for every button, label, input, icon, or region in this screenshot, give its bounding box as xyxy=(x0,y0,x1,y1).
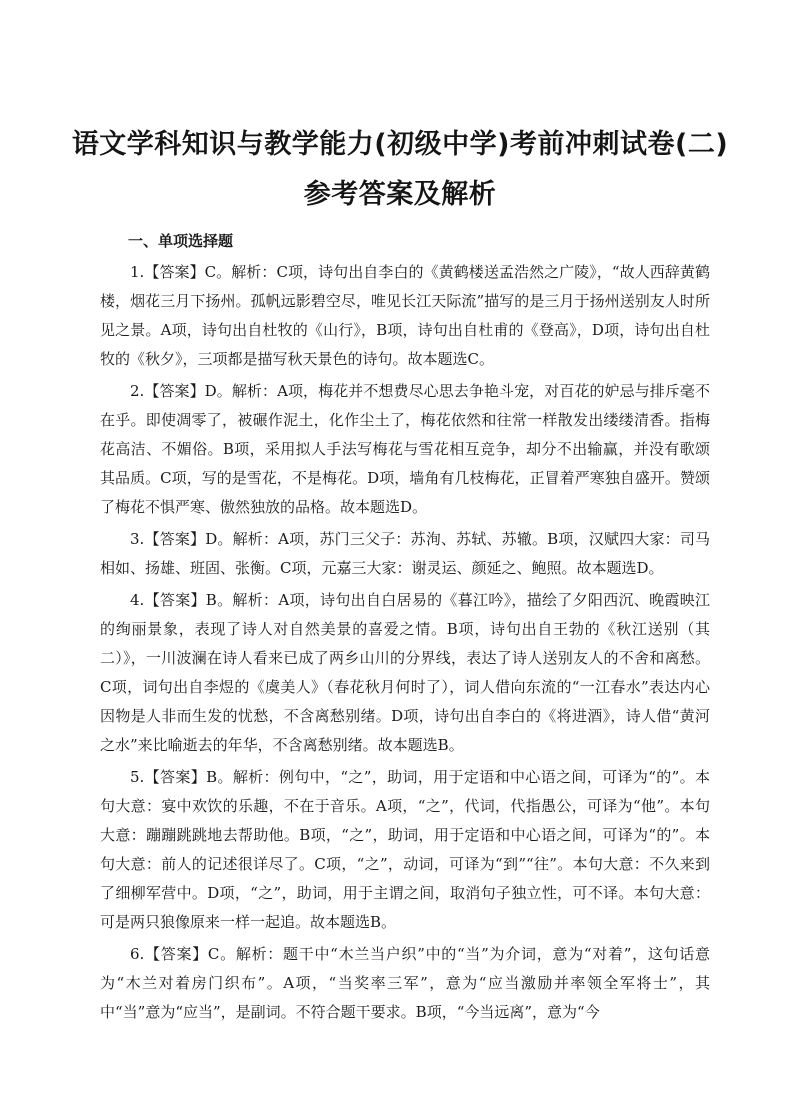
answer-paragraph-6: 6.【答案】C。解析：题干中“木兰当户织”中的“当”为介词，意为“对着”，这句话意为“木兰对着房门织布”。A项，“当奖率三军”，意为“应当激励并率领全军将士”，其中“当”意为“应当”，是副词。不符合题干要求。B项，“今当远离”，意为“今 xyxy=(100,945,710,1021)
document-subtitle: 参考答案及解析 xyxy=(303,179,497,210)
document-title: 语文学科知识与教学能力(初级中学)考前冲刺试卷(二) xyxy=(71,129,729,160)
section-heading: 一、单项选择题 xyxy=(128,232,234,250)
answer-paragraph-3: 3.【答案】D。解析：A项，苏门三父子：苏洵、苏轼、苏辙。B项，汉赋四大家：司马相如、扬雄、班固、张衡。C项，元嘉三大家：谢灵运、颜延之、鲍照。故本题选D。 xyxy=(100,530,710,577)
answer-list xyxy=(100,258,710,1030)
answer-paragraph-5: 5.【答案】B。解析：例句中，“之”，助词，用于定语和中心语之间，可译为“的”。本句大意：宴中欢饮的乐趣，不在于音乐。A项，“之”，代词，代指愚公，可译为“他”。本句大意：蹦蹦跳跳地去帮助他。B项，“之”，助词，用于定语和中心语之间，可译为“的”。本句大意：前人的记述很详尽了。C项，“之”，动词，可译为“到”“往”。本句大意：不久来到了细柳军营中。D项，“之”，助词，用于主谓之间，取消句子独立性，可不译。本句大意：可是两只狼像原来一样一起追。故本题选B。 xyxy=(100,768,710,931)
answer-paragraph-1: 1.【答案】C。解析：C项，诗句出自李白的《黄鹤楼送孟浩然之广陵》，“故人西辞黄鹤楼，烟花三月下扬州。孤帆远影碧空尽，唯见长江天际流”描写的是三月于扬州送别友人时所见之景。A项，诗句出自杜牧的《山行》，B项，诗句出自杜甫的《登高》，D项，诗句出自杜牧的《秋夕》，三项都是描写秋天景色的诗句。故本题选C。 xyxy=(100,263,710,368)
answer-paragraph-4: 4.【答案】B。解析：A项，诗句出自白居易的《暮江吟》，描绘了夕阳西沉、晚霞映江的绚丽景象，表现了诗人对自然美景的喜爱之情。B项，诗句出自王勃的《秋江送别（其二）》，一川波澜在诗人看来已成了两乡山川的分界线，表达了诗人送别友人的不舍和离愁。C项，词句出自李煜的《虞美人》（春花秋月何时了），词人借向东流的“一江春水”表达内心因物是人非而生发的忧愁，不含离愁别绪。D项，诗句出自李白的《将进酒》，诗人借“黄河之水”来比喻逝去的年华，不含离愁别绪。故本题选B。 xyxy=(100,591,710,754)
answer-paragraph-2: 2.【答案】D。解析：A项，梅花并不想费尽心思去争艳斗宠，对百花的妒忌与排斥毫不在乎。即使凋零了，被碾作泥土，化作尘土了，梅花依然和往常一样散发出缕缕清香。指梅花高洁、不媚俗。B项，采用拟人手法写梅花与雪花相互竞争，却分不出输赢，并没有歌颂其品质。C项，写的是雪花，不是梅花。D项，墙角有几枝梅花，正冒着严寒独自盛开。赞颂了梅花不惧严寒、傲然独放的品格。故本题选D。 xyxy=(100,382,710,516)
